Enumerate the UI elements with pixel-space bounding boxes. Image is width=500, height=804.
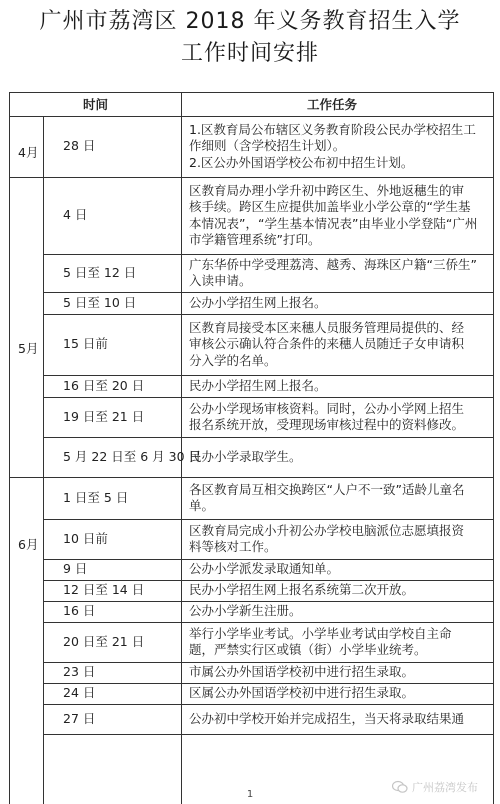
row-task-line: 题，严禁实行区或镇（街）小学毕业统考。 [189, 642, 427, 657]
row-date: 5 日至 12 日 [63, 264, 137, 280]
row-task-line: 区教育局办理小学升初中跨区生、外地返穗生的审 [189, 182, 465, 198]
row-divider [9, 177, 493, 178]
row-task-line: 核手续。跨区生应提供加盖毕业小学公章的“学生基 [189, 199, 471, 214]
row-task-line: 公办小学派发录取通知单。 [189, 561, 340, 577]
row-divider [43, 734, 493, 735]
row-divider [9, 116, 493, 117]
row-divider [43, 292, 493, 293]
column-divider [9, 92, 10, 804]
row-date: 20 日至 21 日 [63, 633, 145, 649]
row-date: 27 日 [63, 710, 96, 726]
row-task-line: 公办小学招生网上报名。 [189, 294, 327, 310]
row-task-line: 料等核对工作。 [189, 539, 277, 554]
row-task-line: 分入学的名单。 [189, 352, 277, 368]
row-task-line: 民办小学招生网上报名。 [189, 377, 327, 393]
row-divider [43, 601, 493, 602]
row-task-line: 2.区公办外国语学校公布初中招生计划。 [189, 154, 414, 170]
row-divider [9, 477, 493, 478]
row-date: 10 日前 [63, 530, 108, 546]
row-divider [43, 397, 493, 398]
row-date: 16 日至 20 日 [63, 377, 145, 393]
row-task-line: 举行小学毕业考试。小学毕业考试由学校自主命 [189, 625, 452, 641]
row-divider [43, 662, 493, 663]
row-task-line: 市学籍管理系统”打印。 [189, 232, 321, 247]
row-divider [43, 704, 493, 705]
row-date: 9 日 [63, 561, 88, 577]
schedule-table [9, 92, 493, 804]
row-task-line: 入读申请。 [189, 273, 252, 288]
row-date: 23 日 [63, 664, 96, 680]
row-divider [9, 92, 493, 93]
row-date: 16 日 [63, 603, 96, 619]
row-divider [43, 254, 493, 255]
row-date: 19 日至 21 日 [63, 408, 145, 424]
month-april: 4月 [18, 145, 39, 160]
row-date: 4 日 [63, 207, 88, 223]
row-date: 5 月 22 日至 6 月 30 日 [63, 448, 202, 464]
row-task-line: 1.区教育局公布辖区义务教育阶段公民办学校招生工 [189, 121, 476, 137]
page-title: 广州市荔湾区 2018 年义务教育招生入学 [39, 9, 461, 34]
row-divider [43, 437, 493, 438]
watermark-text: 广州荔湾发布 [412, 781, 478, 794]
row-divider [43, 622, 493, 623]
month-may: 5月 [18, 341, 39, 356]
row-date: 1 日至 5 日 [63, 489, 129, 505]
header-time: 时间 [83, 97, 109, 112]
row-task-line: 公办小学现场审核资料。同时，公办小学网上招生 [189, 400, 465, 416]
row-divider [43, 375, 493, 376]
row-date: 15 日前 [63, 336, 108, 352]
column-divider [493, 92, 494, 804]
row-task-line: 公办小学新生注册。 [189, 603, 302, 619]
row-task-line: 区属公办外国语学校初中进行招生录取。 [189, 685, 415, 701]
row-date: 24 日 [63, 685, 96, 701]
row-task-line: 区教育局接受本区来穗人员服务管理局提供的、经 [189, 319, 465, 335]
page-number: 1 [246, 789, 254, 800]
row-task-line: 广东华侨中学受理荔湾、越秀、海珠区户籍“三侨生” [189, 256, 477, 272]
row-task-line: 作细则（含学校招生计划）。 [189, 138, 346, 154]
header-task: 工作任务 [307, 97, 358, 112]
row-task-line: 区教育局完成小升初公办学校电脑派位志愿填报资 [189, 522, 465, 538]
row-divider [43, 314, 493, 315]
row-task-line: 民办小学录取学生。 [189, 448, 302, 464]
wechat-icon [392, 780, 408, 794]
row-task-line: 审核公示确认符合条件的来穗人员随迁子女申请积 [189, 336, 465, 352]
row-date: 12 日至 14 日 [63, 582, 145, 598]
row-divider [43, 580, 493, 581]
row-divider [43, 683, 493, 684]
month-june: 6月 [18, 537, 39, 552]
watermark [392, 779, 478, 795]
row-task-line: 报名系统开放，受理现场审核过程中的资料修改。 [189, 417, 465, 432]
row-task-line: 民办小学招生网上报名系统第二次开放。 [189, 582, 415, 598]
row-task-line: 公办初中学校开始并完成招生，当天将录取结果通 [189, 710, 465, 726]
row-date: 5 日至 10 日 [63, 294, 137, 310]
row-task-line: 市属公办外国语学校初中进行招生录取。 [189, 664, 415, 680]
row-task-line: 单。 [189, 498, 215, 513]
page-subtitle: 工作时间安排 [180, 41, 319, 66]
row-date: 28 日 [63, 138, 96, 154]
row-divider [43, 559, 493, 560]
row-divider [43, 519, 493, 520]
row-task-line: 本情况表”，“学生基本情况表”由毕业小学登陆“广州 [189, 215, 478, 231]
row-task-line: 各区教育局互相交换跨区“人户不一致”适龄儿童名 [189, 481, 465, 497]
column-divider [43, 116, 44, 804]
